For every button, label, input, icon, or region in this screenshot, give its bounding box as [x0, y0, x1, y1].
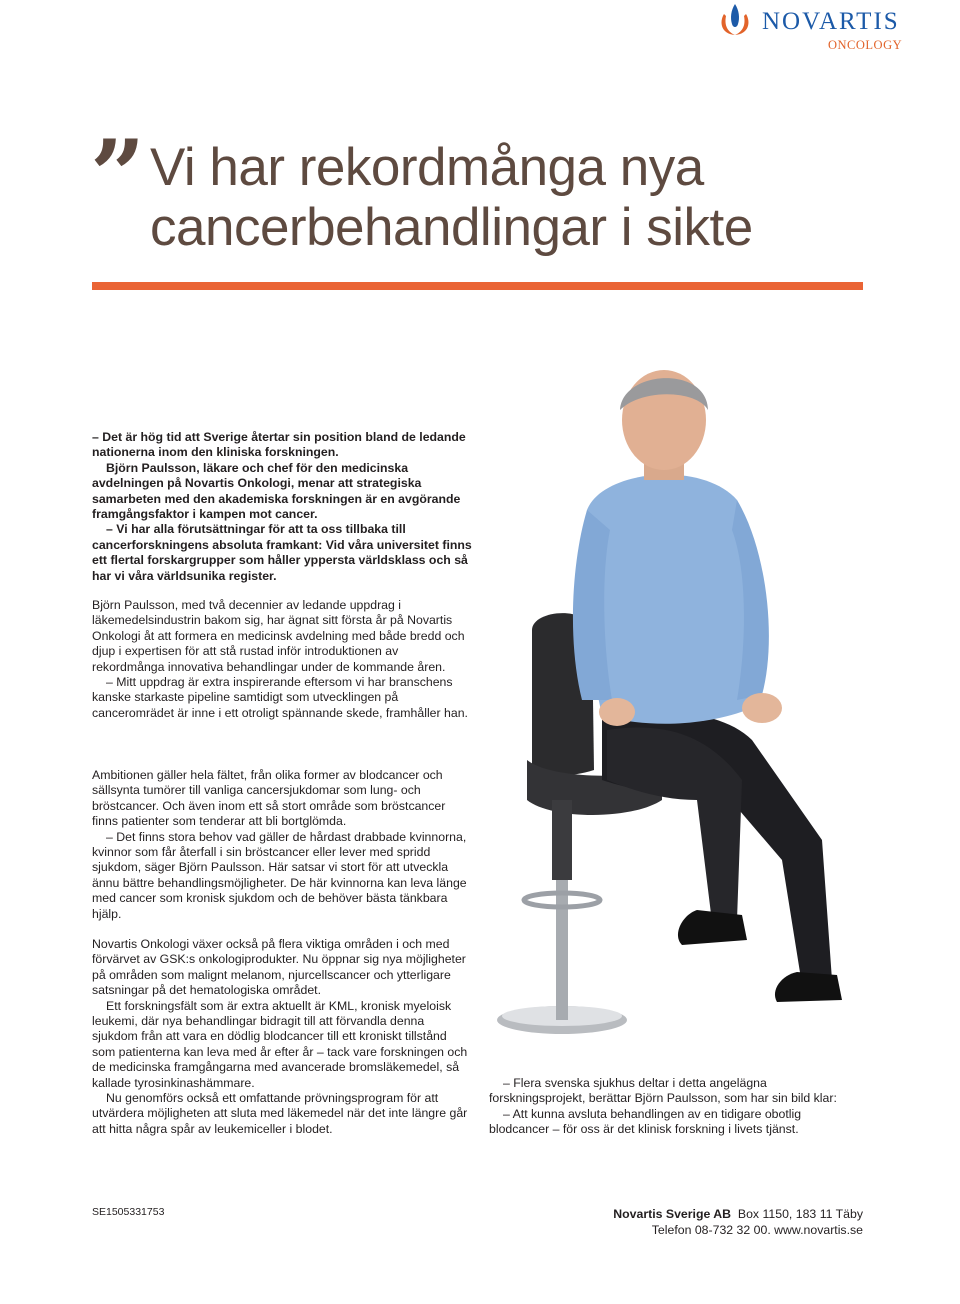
- postal-address: Box 1150, 183 11 Täby: [737, 1207, 863, 1221]
- caption-paragraph: – Att kunna avsluta behandlingen av en tidigare obotlig blodcancer – för oss är det klinisk forskning i livets tjänst.: [489, 1106, 802, 1137]
- caption-paragraph: – Flera svenska sjukhus deltar i detta angelägna forskningsprojekt, berättar Björn Paulsson, som har sin bild klar:: [489, 1076, 837, 1106]
- body-paragraph: Nu genomförs också ett omfattande prövningsprogram för att utvärdera möjligheten att sluta med läkemedel när det inte längre går att hitta några spår av leukemiceller i blodet.: [92, 1091, 468, 1136]
- headline-line-1: Vi har rekordmånga nya: [150, 138, 704, 197]
- brand-name: NOVARTIS: [762, 8, 900, 35]
- body-paragraph: Novartis Onkologi växer också på flera viktiga områden i och med förvärvet av GSK:s onkologiprodukter. Nu öppnar sig nya möjligheter på områden som malignt melanom, njurcellscancer och ytterligare satsningar på det hematologiska området.: [92, 937, 466, 998]
- body-paragraph: Björn Paulsson, med två decennier av ledande uppdrag i läkemedelsindustrin bakom sig, har ägnat sitt första år på Novartis Onkologi åt att formera en medicinsk avdelning med både bredd och djup i expertisen för att stå rustad inför introduktionen av rekordmånga innovativa behandlingar under de kommande åren.: [92, 598, 465, 674]
- body-paragraph: – Det finns stora behov vad gäller de hårdast drabbade kvinnorna, kvinnor som får återfall i sin bröstcancer eller lever med spridd sjukdom, säger Björn Paulsson. Här satsar vi stort för att utveckla ännu bättre behandlingsmöjligheter. De här kvinnorna kan leva länge med cancer som kronisk sjukdom och de behöver bästa tänkbara hjälp.: [92, 829, 467, 921]
- company-address: [613, 1206, 863, 1238]
- portrait-photo: [492, 360, 862, 1070]
- body-section-2: [92, 768, 472, 922]
- orange-divider: [92, 282, 863, 290]
- contact-line: Telefon 08-732 32 00. www.novartis.se: [651, 1223, 863, 1237]
- body-paragraph: Ett forskningsfält som är extra aktuellt är KML, kronisk myeloisk leukemi, där nya behandlingar bidragit till att förvandla denna sjukdom från att vara en dödlig blodcancer till ett kroniskt tillstånd som patienterna kan leva med år efter år – tack vare forskningen och de medicinska framgångarna med avancerade bromsläkemedel, så kallade tyrosinkinashämmare.: [92, 998, 468, 1090]
- headline: [150, 138, 753, 258]
- brand-division: ONCOLOGY: [828, 38, 903, 52]
- lede-paragraph: – Vi har alla förutsättningar för att ta oss tillbaka till cancerforskningens absoluta framkant: Vid våra universitet finns ett flertal forskargrupper som håller yppersta världsklass och så har vi våra världsunika register.: [92, 522, 472, 583]
- body-paragraph: – Mitt uppdrag är extra inspirerande eftersom vi har branschens kanske starkaste pipeline samtidigt som utvecklingen på canceromrädet är inne i ett otroligt spännande skede, framhåller han.: [92, 675, 468, 720]
- document-code: SE1505331753: [92, 1206, 165, 1218]
- lede: [92, 430, 472, 584]
- headline-line-2: cancerbehandlingar i sikte: [150, 198, 753, 257]
- body-section-1: [92, 598, 472, 721]
- novartis-flame-logo-icon: [718, 2, 752, 38]
- quote-mark-icon: ”: [90, 119, 146, 232]
- body-section-3: [92, 937, 472, 1137]
- photo-caption: [489, 1076, 849, 1138]
- company-name: Novartis Sverige AB: [613, 1207, 732, 1221]
- lede-paragraph: – Det är hög tid att Sverige återtar sin position bland de ledande nationerna inom den kliniska forskningen.: [92, 430, 466, 460]
- lede-paragraph: Björn Paulsson, läkare och chef för den medicinska avdelningen på Novartis Onkologi, menar att strategiska samarbeten med den akademiska forskningen är en avgörande framgångsfaktor i kampen mot cancer.: [92, 460, 461, 522]
- body-paragraph: Ambitionen gäller hela fältet, från olika former av blodcancer och sällsynta tumörer till vanliga cancersjukdomar som lung- och bröstcancer. Och även inom ett så stort område som bröstcancer finns patienter som tenderar att bli bortglömda.: [92, 768, 446, 829]
